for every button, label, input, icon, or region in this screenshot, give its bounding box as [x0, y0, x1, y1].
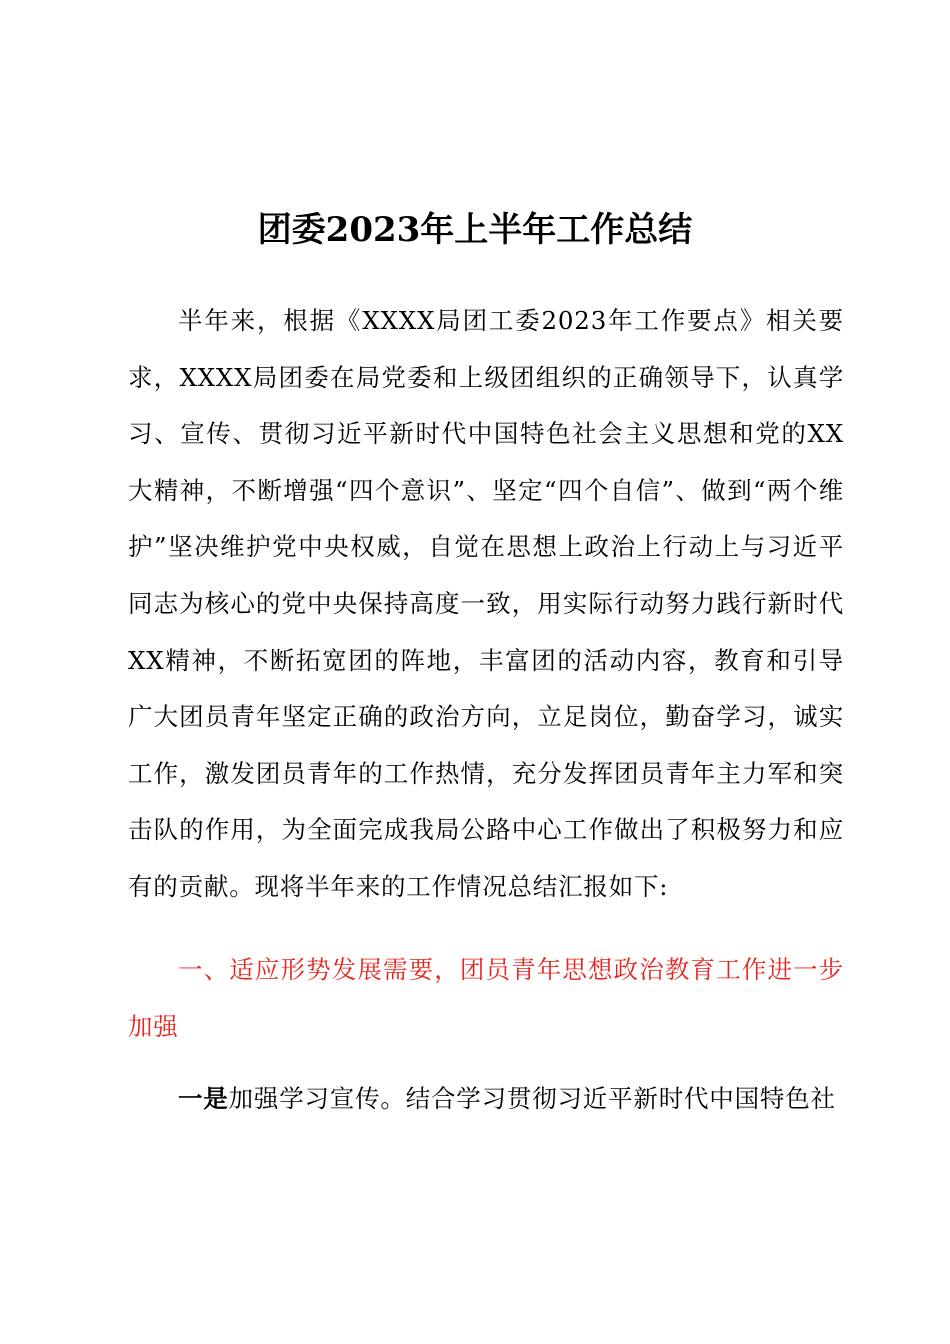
document-title: 团委2023年上半年工作总结: [257, 210, 693, 250]
point-paragraph-1: [128, 1071, 844, 1128]
point-text: 加强学习宣传。结合学习贯彻习近平新时代中国特色社: [228, 1084, 836, 1113]
section-heading-1: 一、适应形势发展需要，团员青年思想政治教育工作进一步加强: [128, 955, 844, 1041]
point-lead: 一是: [178, 1084, 229, 1113]
intro-paragraph: 半年来，根据《XXXX局团工委2023年工作要点》相关要求，XXXX局团委在局党委和上级团组织的正确领导下，认真学习、宣传、贯彻习近平新时代中国特色社会主义思想和党的XX大精神，不断增强“四个意识”、坚定“四个自信”、做到“两个维护”坚决维护党中央权威，自觉在思想上政治上行动上与习近平同志为核心的党中央保持高度一致，用实际行动努力践行新时代XX精神，不断拓宽团的阵地，丰富团的活动内容，教育和引导广大团员青年坚定正确的政治方向，立足岗位，勤奋学习，诚实工作，激发团员青年的工作热情，充分发挥团员青年主力军和突击队的作用，为全面完成我局公路中心工作做出了积极努力和应有的贡献。现将半年来的工作情况总结汇报如下:: [128, 306, 844, 901]
